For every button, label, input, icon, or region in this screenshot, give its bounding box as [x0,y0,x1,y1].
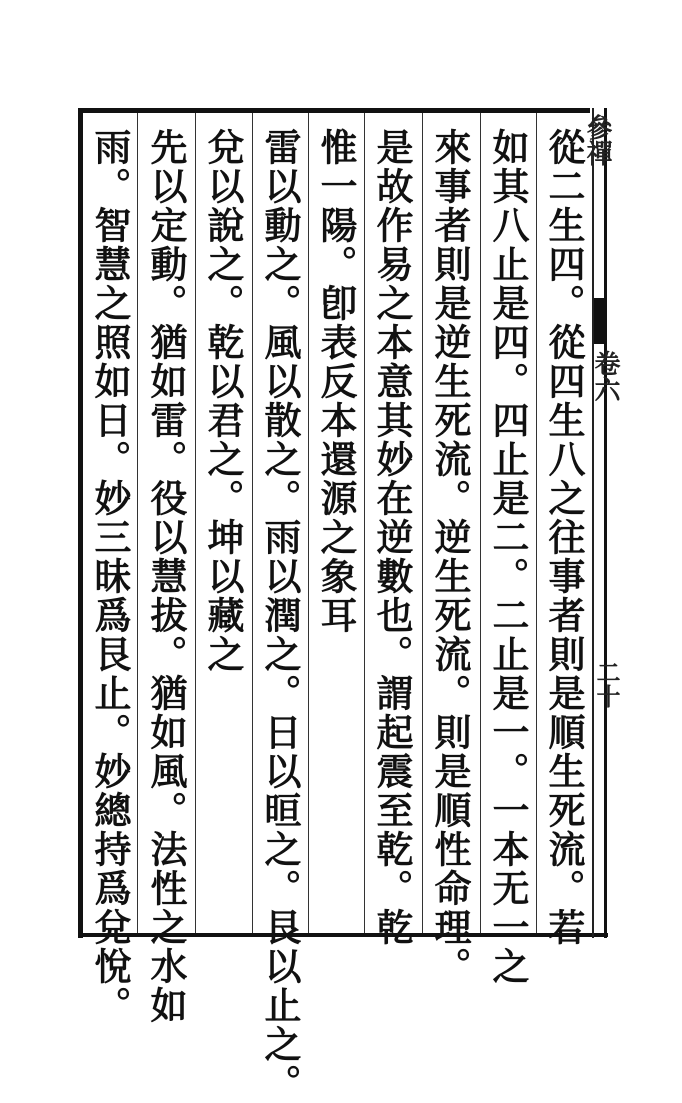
column-rule [364,113,365,933]
text-column-7: 兌以說之。乾以君之。坤以藏之 [201,128,245,674]
fold-line [592,108,594,938]
margin-page-number: 二十 [592,660,621,708]
text-column-3: 來事者則是逆生死流。逆生死流。則是順性命理。 [428,128,472,986]
column-rule [480,113,481,933]
column-rule [195,113,196,933]
text-column-4: 是故作易之本意其妙在逆數也。謂起震至乾。乾 [370,128,414,947]
frame-right-border [604,108,607,938]
column-rule [252,113,253,933]
text-column-2: 如其八止是四。四止是二。二止是一。一本无一之 [486,128,530,986]
column-rule [308,113,309,933]
column-rule [536,113,537,933]
margin-juan: 卷六 [590,350,620,402]
text-column-1: 從二生四。從四生八之往事者則是順生死流。若 [542,128,586,947]
column-rule [137,113,138,933]
text-column-6: 雷以動之。風以散之。雨以潤之。日以晅之。艮以止之。 [258,128,302,1103]
fishtail-mark [594,298,606,344]
frame-top-border [78,108,590,113]
column-rule [422,113,423,933]
frame-left-border [78,108,83,938]
margin-title: 參禪 [582,114,612,166]
text-column-9: 雨。智慧之照如日。妙三昧爲艮止。妙總持爲兌悅。 [88,128,132,1025]
text-column-8: 先以定動。猶如雷。役以慧拔。猶如風。法性之水如 [144,128,188,1025]
text-column-5: 惟一陽。卽表反本還源之象耳 [314,128,358,635]
